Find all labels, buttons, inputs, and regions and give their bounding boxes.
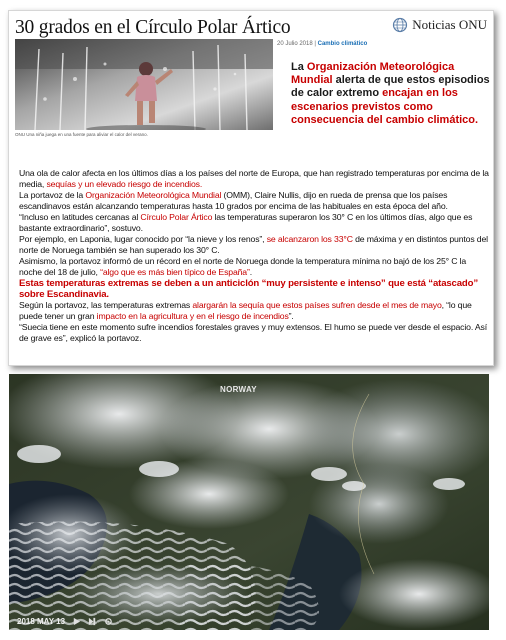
- article-card: [8, 10, 494, 366]
- highlight: Organización Meteorológica Mundial: [85, 190, 222, 200]
- highlight: impacto en la agricultura y en el riesgo de incendios: [96, 311, 289, 321]
- satellite-image: [9, 374, 489, 630]
- un-globe-icon: [392, 17, 408, 33]
- text: de máxima y en distintos puntos del norte de Noruega también se han superado los 30° C.: [19, 234, 488, 255]
- paragraph-emphasis: [19, 278, 489, 300]
- article-date: 20 Julio 2018: [277, 41, 313, 47]
- article-lede: [291, 61, 493, 127]
- step-icon[interactable]: [88, 617, 97, 626]
- highlight: se alcanzaron los 33°C: [266, 234, 353, 244]
- article-photo: [15, 39, 273, 130]
- fountain-photo: [15, 39, 273, 130]
- lede-text: alerta de que estos episodios de calor extremo: [291, 74, 490, 100]
- country-label: NORWAY: [220, 385, 257, 394]
- text: “Incluso en latitudes cercanas al: [19, 212, 141, 222]
- text: Por ejemplo, en Laponia, lugar conocido por “la nieve y los renos”,: [19, 234, 267, 244]
- settings-icon[interactable]: [104, 617, 113, 626]
- article-body: [19, 168, 489, 344]
- paragraph: [19, 322, 489, 344]
- article-headline: 30 grados en el Círculo Polar Ártico: [15, 17, 291, 38]
- lede-omm: Organización Meteorológica Mundial: [291, 61, 455, 87]
- meta-separator: |: [314, 41, 318, 47]
- highlight: sequías y un elevado riesgo de incendios.: [46, 179, 203, 189]
- emphasis-text: Estas temperaturas extremas se deben a un anticiclón: [19, 278, 262, 289]
- text: “Suecia tiene en este momento sufre incendios forestales graves y muy extensos. El humo se puede ver desde el espacio. Así de grave es”, explicó la portavoz.: [19, 322, 487, 343]
- highlight: “algo que es más bien típico de España”: [100, 267, 250, 277]
- play-icon[interactable]: [72, 617, 81, 626]
- highlight: Círculo Polar Ártico: [140, 212, 213, 222]
- paragraph: [19, 212, 489, 234]
- paragraph: [19, 234, 489, 256]
- lede-text: La: [291, 61, 307, 73]
- satellite-map: [9, 374, 489, 630]
- highlight: alargarán la sequía que estos países sufren desde el mes de mayo: [192, 300, 442, 310]
- lede-highlight: encajan en los escenarios previstos como consecuencia del cambio climático.: [291, 87, 479, 126]
- source-name: Noticias ONU: [412, 17, 487, 32]
- text: Según la portavoz, las temperaturas extremas: [19, 300, 193, 310]
- text: Asimismo, la portavoz informó de un récord en el norte de Noruega donde la temperatura mínima no bajó de los 25° C la noche del 18 de julio,: [19, 256, 467, 277]
- text: La portavoz de la: [19, 190, 86, 200]
- article-meta: [277, 41, 367, 47]
- text: .: [249, 267, 252, 277]
- paragraph: [19, 300, 489, 322]
- paragraph: [19, 190, 489, 212]
- text: ”.: [288, 311, 294, 321]
- text: las temperaturas superaron los 30° C en los últimos días, algo que es bastante extraordinario”, sostuvo.: [19, 212, 473, 233]
- category-link[interactable]: Cambio climático: [317, 41, 368, 47]
- paragraph: [19, 256, 489, 278]
- text: , “lo que puede tener un gran: [19, 300, 472, 321]
- text: Una ola de calor afecta en los últimos días a los países del norte de Europa, que han registrado temperaturas por encima de la media,: [19, 168, 489, 189]
- text: (OMM), Claire Nullis, dijo en rueda de prensa que los países escandinavos están alcanzando temperaturas hasta 10 grados por encima de las habituales en esta época del año.: [19, 190, 448, 211]
- brand: [392, 17, 487, 33]
- paragraph: [19, 168, 489, 190]
- image-date: 2018 MAY 13: [17, 617, 66, 626]
- timeline-bar: [17, 617, 113, 626]
- photo-caption: ONU Una niña juega en una fuente para aliviar el calor del verano.: [15, 132, 148, 137]
- emphasis-text: “muy persistente e intenso” que está “atascado” sobre Escandinavia.: [19, 278, 478, 300]
